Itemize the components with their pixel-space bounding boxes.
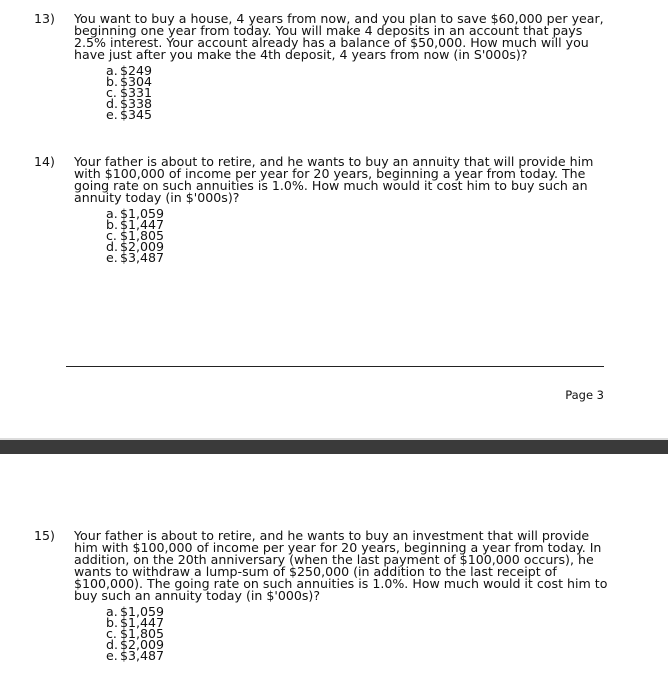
question-number: 14) [34,154,55,169]
choice-e: e. $3,487 [106,648,165,663]
choice-a: a. $249 [106,63,153,78]
choice-d: d. $2,009 [106,239,165,254]
answer-choices [106,606,614,661]
choice-d: d. $2,009 [106,637,165,652]
choice-e: e. $3,487 [106,250,165,265]
question-number: 13) [34,11,55,26]
answer-choices [106,65,614,120]
choice-d: d. $338 [106,96,153,111]
question-13 [34,11,614,122]
choice-b: b. $1,447 [106,217,165,232]
choice-c: c. $331 [106,85,153,100]
choice-a: a. $1,059 [106,604,165,619]
choice-c: c. $1,805 [106,626,165,641]
question-number: 15) [34,528,55,543]
answer-choices [106,208,614,263]
question-14 [34,154,614,265]
question-text: Your father is about to retire, and he wants to buy an annuity that will provide him with $100,000 of income per year for 20 years, beginning a year from today. The going rate on such annuities is 1.0%. How much would it cost him to buy such an annuity today (in $'000s)? [74,154,594,205]
page-separator [0,438,668,454]
choice-c: c. $1,805 [106,228,165,243]
choice-b: b. $1,447 [106,615,165,630]
question-text: Your father is about to retire, and he wants to buy an investment that will provide him with $100,000 of income per year for 20 years, beginning a year from today. In addition, on the 20th anniversary (when the last payment of $100,000 occurs), he wants to withdraw a lump-sum of $250,000 (in addition to the last receipt of $100,000). The going rate on such annuities is 1.0%. How much would it cost him to buy such an annuity today (in $'000s)? [74,528,608,603]
page-number: Page 3 [565,388,604,402]
choice-a: a. $1,059 [106,206,165,221]
question-15 [34,528,614,663]
question-text: You want to buy a house, 4 years from now, and you plan to save $60,000 per year, beginning one year from today. You will make 4 deposits in an account that pays 2.5% interest. Your account already has a balance of $50,000. How much will you have just after you make the 4th deposit, 4 years from now (in S'000s)? [74,11,604,62]
choice-e: e. $345 [106,107,153,122]
choice-b: b. $304 [106,74,153,89]
footer-divider [66,366,604,367]
